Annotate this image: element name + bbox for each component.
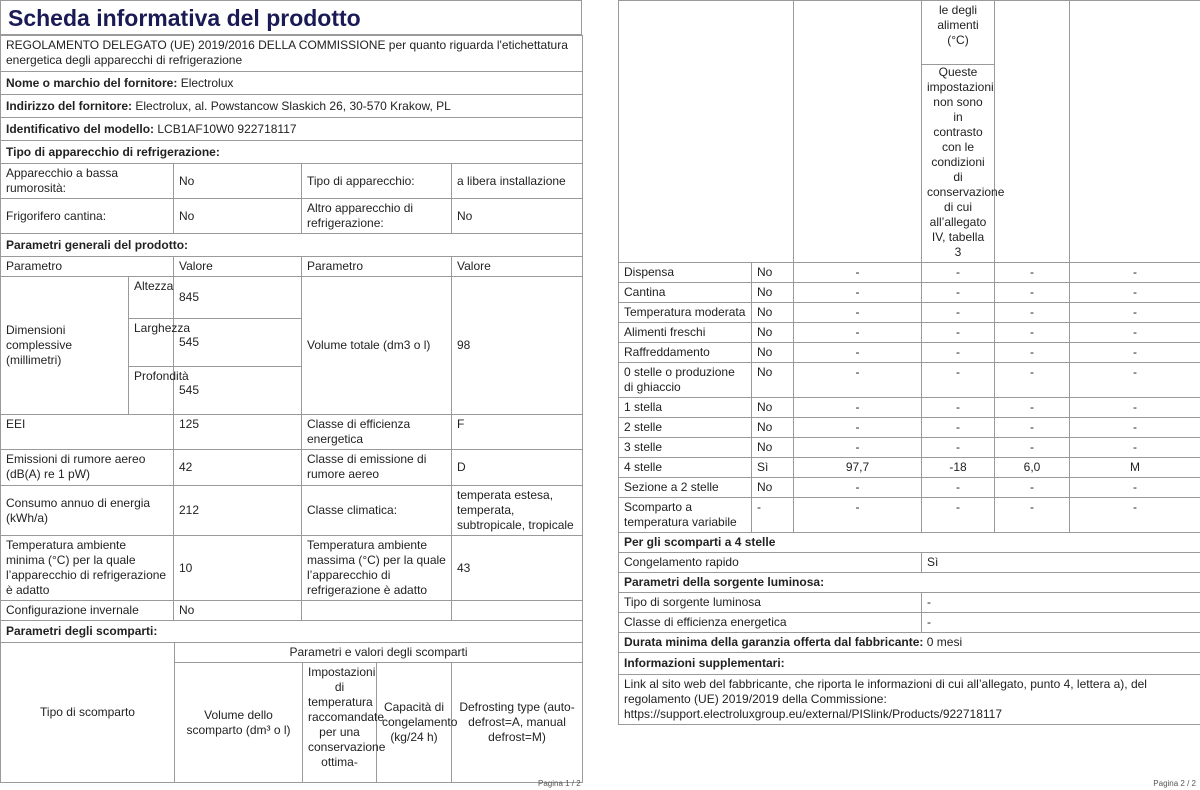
compartment-name: Raffreddamento xyxy=(619,343,752,363)
compartment-volume: - xyxy=(794,398,922,418)
max-temp-value: 43 xyxy=(452,536,583,601)
compartment-name: Temperatura moderata xyxy=(619,303,752,323)
light-class-value: - xyxy=(922,613,1200,633)
compartment-row xyxy=(619,398,1200,418)
compartment-capacity: - xyxy=(995,418,1070,438)
compartment-name: Alimenti freschi xyxy=(619,323,752,343)
compartment-defrost: - xyxy=(1070,398,1200,418)
compartment-temp: -18 xyxy=(922,458,995,478)
compartment-defrost: - xyxy=(1070,323,1200,343)
info-link[interactable]: https://support.electroluxgroup.eu/external/PISlink/Products/922718117 xyxy=(624,707,1003,721)
eei-value: 125 xyxy=(174,415,302,450)
compartment-defrost: - xyxy=(1070,438,1200,458)
eei-label: EEI xyxy=(1,415,174,450)
compartment-capacity: - xyxy=(995,478,1070,498)
comp-temp-label: Impostazioni di temperatura raccomandate per una conservazione ottima- xyxy=(303,663,377,783)
compartment-volume: - xyxy=(794,263,922,283)
compartment-name: 4 stelle xyxy=(619,458,752,478)
compartment-temp: - xyxy=(922,263,995,283)
compartment-row xyxy=(619,438,1200,458)
compartment-volume: - xyxy=(794,438,922,458)
compartment-present: No xyxy=(752,303,794,323)
compartment-volume: - xyxy=(794,418,922,438)
compartment-row xyxy=(619,303,1200,323)
comp-volume-label: Volume dello scomparto (dm³ o l) xyxy=(175,663,303,783)
cont-temp-label: le degli alimenti (°C) xyxy=(937,3,979,47)
dimensions-label: Dimensioni complessive (millimetri) xyxy=(1,277,129,415)
compartment-temp: - xyxy=(922,323,995,343)
cont-empty-4 xyxy=(1070,1,1200,263)
compartment-volume: - xyxy=(794,323,922,343)
page-1 xyxy=(0,0,582,783)
compartment-temp: - xyxy=(922,438,995,458)
col-param: Parametro xyxy=(1,257,174,277)
winter-label: Configurazione invernale xyxy=(1,601,174,621)
four-star-header: Per gli scomparti a 4 stelle xyxy=(619,533,1200,553)
max-temp-label: Temperatura ambiente massima (°C) per la quale l’apparecchio di refrigerazione è adatto xyxy=(302,536,452,601)
comp-type-label: Tipo di scomparto xyxy=(1,643,175,783)
compartment-temp: - xyxy=(922,283,995,303)
wine-label: Frigorifero cantina: xyxy=(1,199,174,234)
compartment-name: Dispensa xyxy=(619,263,752,283)
compartment-volume: - xyxy=(794,498,922,533)
cont-empty-3 xyxy=(995,1,1070,263)
col-value-2: Valore xyxy=(452,257,583,277)
page-title: Scheda informativa del prodotto xyxy=(0,0,582,35)
page-2-info-table xyxy=(618,532,1200,725)
comp-defrost-label: Defrosting type (auto-defrost=A, manual defrost=M) xyxy=(452,663,583,783)
compartment-volume: - xyxy=(794,283,922,303)
compartment-defrost: - xyxy=(1070,343,1200,363)
type-header: Tipo di apparecchio di refrigerazione: xyxy=(1,141,583,164)
compartment-name: 3 stelle xyxy=(619,438,752,458)
compartments-header: Parametri degli scomparti: xyxy=(1,621,583,643)
compartment-row xyxy=(619,363,1200,398)
compartment-capacity: - xyxy=(995,263,1070,283)
comp-capacity-label: Capacità di congelamento (kg/24 h) xyxy=(377,663,452,783)
compartment-present: No xyxy=(752,283,794,303)
winter-empty-1 xyxy=(302,601,452,621)
compartment-temp: - xyxy=(922,303,995,323)
compartment-capacity: - xyxy=(995,343,1070,363)
info-text: Link al sito web del fabbricante, che riporta le informazioni di cui all’allegato, punto 4, lettera a), del regolamento (UE) 2019/2019 della Commissione: xyxy=(624,677,1147,706)
compartment-row xyxy=(619,418,1200,438)
winter-empty-2 xyxy=(452,601,583,621)
depth-label: Profondità xyxy=(129,367,174,415)
general-header: Parametri generali del prodotto: xyxy=(1,234,583,257)
compartment-capacity: - xyxy=(995,323,1070,343)
page-2-footer: Pagina 2 / 2 xyxy=(1153,779,1196,788)
compartment-defrost: - xyxy=(1070,303,1200,323)
supplier-row xyxy=(1,72,583,95)
warranty-value: 0 mesi xyxy=(926,635,963,649)
width-value: 545 xyxy=(174,319,302,367)
compartment-name: Scomparto a temperatura variabile xyxy=(619,498,752,533)
compartment-present: Sì xyxy=(752,458,794,478)
product-info-table xyxy=(0,35,583,643)
compartment-present: No xyxy=(752,418,794,438)
compartments-table xyxy=(0,642,583,783)
comp-params-label: Parametri e valori degli scomparti xyxy=(175,643,583,663)
compartment-temp: - xyxy=(922,478,995,498)
cont-temp-divider xyxy=(922,48,994,65)
col-param-2: Parametro xyxy=(302,257,452,277)
compartment-defrost: - xyxy=(1070,478,1200,498)
info-row xyxy=(619,675,1200,725)
supplier-value: Electrolux xyxy=(180,75,234,90)
compartment-present: No xyxy=(752,478,794,498)
model-row xyxy=(1,118,583,141)
compartment-defrost: - xyxy=(1070,363,1200,398)
address-label: Indirizzo del fornitore: xyxy=(6,98,132,113)
warranty-row xyxy=(619,633,1200,653)
compartment-volume: - xyxy=(794,303,922,323)
height-label: Altezza xyxy=(129,277,174,319)
eff-class-label: Classe di efficienza energetica xyxy=(302,415,452,450)
compartment-temp: - xyxy=(922,363,995,398)
compartment-row xyxy=(619,343,1200,363)
climate-label: Classe climatica: xyxy=(302,486,452,536)
other-label: Altro apparecchio di refrigerazione: xyxy=(302,199,452,234)
info-header: Informazioni supplementari: xyxy=(619,653,1200,675)
compartment-capacity: - xyxy=(995,498,1070,533)
light-type-label: Tipo di sorgente luminosa xyxy=(619,593,922,613)
compartment-defrost: - xyxy=(1070,498,1200,533)
compartment-temp: - xyxy=(922,418,995,438)
compartment-capacity: - xyxy=(995,363,1070,398)
col-value: Valore xyxy=(174,257,302,277)
volume-value: 98 xyxy=(452,277,583,415)
compartment-defrost: M xyxy=(1070,458,1200,478)
warranty-label: Durata minima della garanzia offerta dal fabbricante: xyxy=(624,635,924,649)
low-noise-value: No xyxy=(174,164,302,199)
wine-value: No xyxy=(174,199,302,234)
fast-freeze-value: Sì xyxy=(922,553,1200,573)
compartment-volume: 97,7 xyxy=(794,458,922,478)
compartment-name: Cantina xyxy=(619,283,752,303)
compartment-defrost: - xyxy=(1070,418,1200,438)
energy-value: 212 xyxy=(174,486,302,536)
page-1-footer: Pagina 1 / 2 xyxy=(538,779,581,788)
compartment-capacity: 6,0 xyxy=(995,458,1070,478)
appliance-type-value: a libera installazione xyxy=(452,164,583,199)
cont-note: Queste impostazioni non sono in contrasto con le condizioni di conservazione di cui all’allegato IV, tabella 3 xyxy=(927,65,1005,259)
compartment-row xyxy=(619,263,1200,283)
compartment-name: Sezione a 2 stelle xyxy=(619,478,752,498)
compartment-row xyxy=(619,458,1200,478)
min-temp-label: Temperatura ambiente minima (°C) per la quale l’apparecchio di refrigerazione è adatto xyxy=(1,536,174,601)
light-class-label: Classe di efficienza energetica xyxy=(619,613,922,633)
light-header: Parametri della sorgente luminosa: xyxy=(619,573,1200,593)
noise-class-label: Classe di emissione di rumore aereo xyxy=(302,450,452,486)
noise-value: 42 xyxy=(174,450,302,486)
compartment-row xyxy=(619,323,1200,343)
compartment-name: 0 stelle o produzione di ghiaccio xyxy=(619,363,752,398)
compartment-present: No xyxy=(752,323,794,343)
compartment-present: No xyxy=(752,438,794,458)
model-value: LCB1AF10W0 922718117 xyxy=(157,121,297,136)
compartment-defrost: - xyxy=(1070,263,1200,283)
min-temp-value: 10 xyxy=(174,536,302,601)
energy-label: Consumo annuo di energia (kWh/a) xyxy=(1,486,174,536)
page-2 xyxy=(618,0,1200,725)
address-value: Electrolux, al. Powstancow Slaskich 26, 30-570 Krakow, PL xyxy=(135,98,451,113)
compartment-present: No xyxy=(752,398,794,418)
compartment-capacity: - xyxy=(995,303,1070,323)
climate-value: temperata estesa, temperata, subtropicale, tropicale xyxy=(452,486,583,536)
supplier-label: Nome o marchio del fornitore: xyxy=(6,75,178,90)
compartment-volume: - xyxy=(794,363,922,398)
volume-label: Volume totale (dm3 o l) xyxy=(302,277,452,415)
compartment-capacity: - xyxy=(995,283,1070,303)
compartment-temp: - xyxy=(922,398,995,418)
width-label: Larghezza xyxy=(129,319,174,367)
compartment-temp: - xyxy=(922,343,995,363)
compartment-capacity: - xyxy=(995,438,1070,458)
noise-class-value: D xyxy=(452,450,583,486)
height-value: 845 xyxy=(174,277,302,319)
address-row xyxy=(1,95,583,118)
compartment-present: No xyxy=(752,363,794,398)
light-type-value: - xyxy=(922,593,1200,613)
compartment-row xyxy=(619,283,1200,303)
cont-empty-1 xyxy=(619,1,794,263)
cont-temp-cell xyxy=(922,1,1005,263)
low-noise-label: Apparecchio a bassa rumorosità: xyxy=(1,164,174,199)
compartment-rows xyxy=(619,263,1200,533)
winter-value: No xyxy=(174,601,302,621)
compartment-temp: - xyxy=(922,498,995,533)
compartment-volume: - xyxy=(794,478,922,498)
cont-empty-2 xyxy=(794,1,922,263)
compartment-name: 2 stelle xyxy=(619,418,752,438)
noise-label: Emissioni di rumore aereo (dB(A) re 1 pW) xyxy=(1,450,174,486)
compartments-table-continued xyxy=(618,0,1200,533)
compartment-present: - xyxy=(752,498,794,533)
compartment-row xyxy=(619,478,1200,498)
model-label: Identificativo del modello: xyxy=(6,121,155,136)
eff-class-value: F xyxy=(452,415,583,450)
compartment-present: No xyxy=(752,263,794,283)
fast-freeze-label: Congelamento rapido xyxy=(619,553,922,573)
compartment-present: No xyxy=(752,343,794,363)
compartment-name: 1 stella xyxy=(619,398,752,418)
compartment-capacity: - xyxy=(995,398,1070,418)
other-value: No xyxy=(452,199,583,234)
compartment-row xyxy=(619,498,1200,533)
depth-value: 545 xyxy=(174,367,302,415)
compartment-defrost: - xyxy=(1070,283,1200,303)
appliance-type-label: Tipo di apparecchio: xyxy=(302,164,452,199)
regulation-text: REGOLAMENTO DELEGATO (UE) 2019/2016 DELLA COMMISSIONE per quanto riguarda l'etichettatura energetica degli apparecchi di refrigerazione xyxy=(1,36,583,72)
compartment-volume: - xyxy=(794,343,922,363)
